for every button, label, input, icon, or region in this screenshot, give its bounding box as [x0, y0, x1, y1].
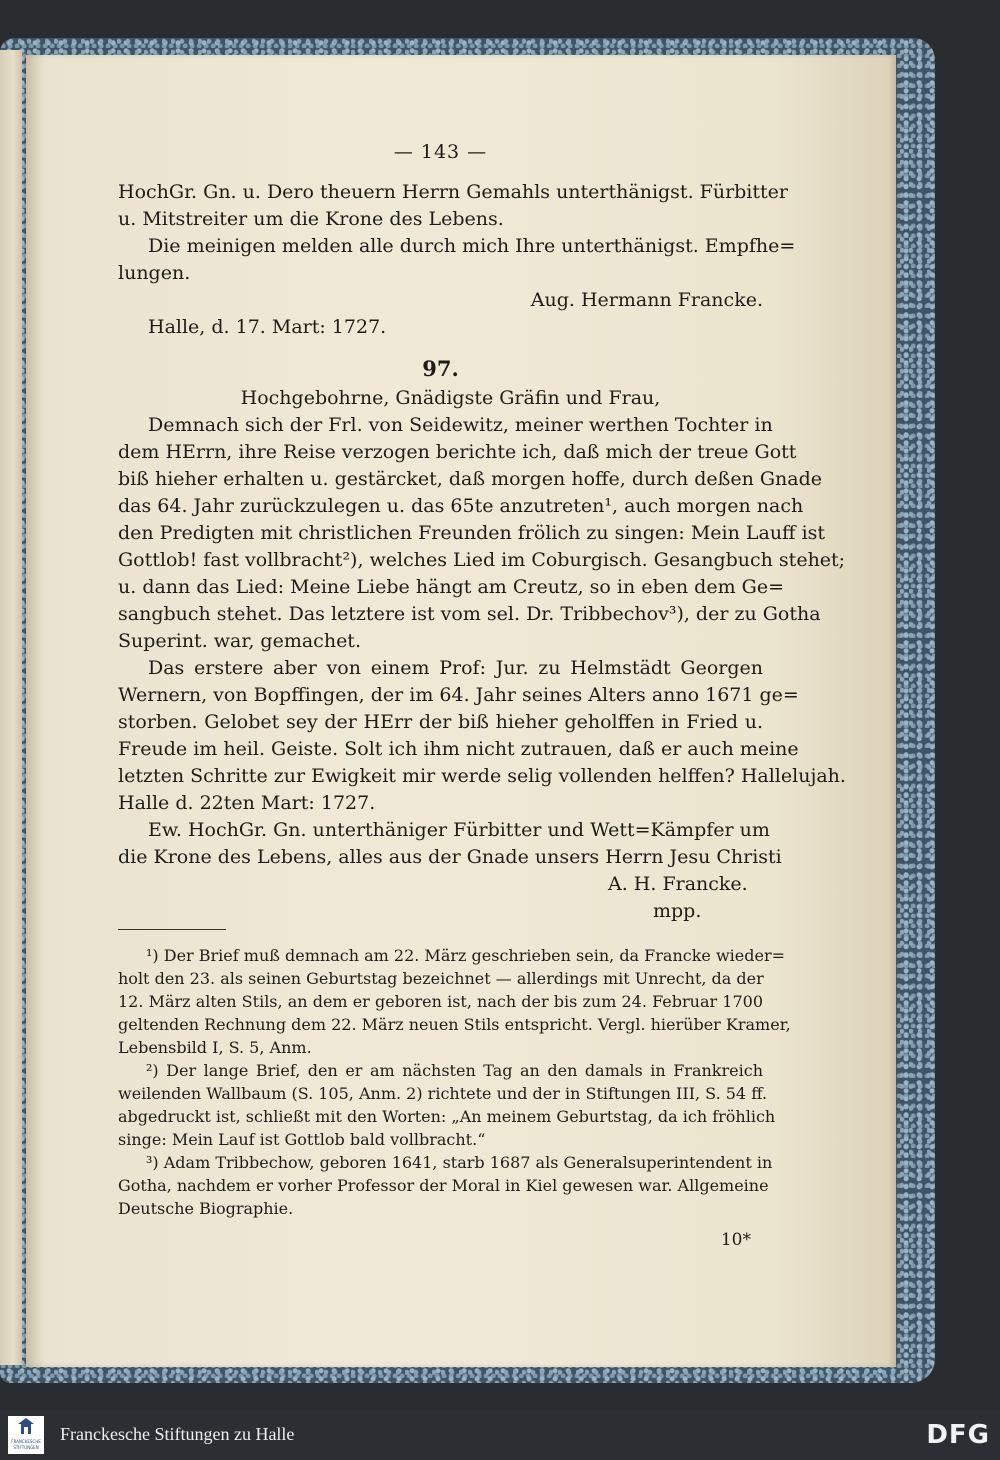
svg-text:FRANCKESCHE: FRANCKESCHE — [11, 1439, 41, 1444]
text-line: Superint. war, gemachet. — [118, 630, 361, 652]
letter-salutation: Hochgebohrne, Gnädigste Gräfin und Frau, — [240, 387, 661, 409]
text-line: letzten Schritte zur Ewigkeit mir werde selig vollenden helffen? Hallelujah. — [118, 765, 846, 787]
footnote-line: singe: Mein Lauf ist Gottlob bald vollbracht.“ — [118, 1130, 486, 1149]
text-line: u. dann das Lied: Meine Liebe hängt am Creutz, so in eben dem Ge= — [118, 576, 784, 598]
text-line: Halle d. 22ten Mart: 1727. — [118, 792, 376, 814]
dfg-logo[interactable]: DFG — [926, 1420, 990, 1450]
footnote-line: abgedruckt ist, schließt mit den Worten: „An meinem Geburtstag, da ich fröhlich — [118, 1107, 776, 1126]
text-line: biß hieher erhalten u. gestärcket, daß morgen hoffe, durch deßen Gnade — [118, 468, 822, 490]
text-line: Wernern, von Bopffingen, der im 64. Jahr seines Alters anno 1671 ge= — [118, 684, 799, 706]
text-line: Gottlob! fast vollbracht²), welches Lied im Coburgisch. Gesangbuch stehet; — [118, 549, 846, 571]
text-line: sangbuch stehet. Das letztere ist vom sel. Dr. Tribbechov³), der zu Gotha — [118, 603, 821, 625]
footnote-line: ¹) Der Brief muß demnach am 22. März geschrieben sein, da Francke wieder= — [146, 946, 786, 965]
svg-text:STIFTUNGEN: STIFTUNGEN — [13, 1445, 39, 1450]
footer-title[interactable]: Franckesche Stiftungen zu Halle — [60, 1424, 295, 1444]
letter-signature-sub: mpp. — [653, 900, 702, 922]
letter-number: 97. — [422, 356, 459, 381]
previous-page-edge — [0, 50, 22, 1365]
text-line: storben. Gelobet sey der HErr der biß hieher geholffen in Fried u. — [118, 711, 763, 733]
footnote-line: holt den 23. als seinen Geburtstag bezeichnet — allerdings mit Unrecht, da der — [118, 969, 764, 988]
footnote-line: ³) Adam Tribbechow, geboren 1641, starb 1687 als Generalsuperintendent in — [146, 1153, 773, 1172]
text-line: Demnach sich der Frl. von Seidewitz, meiner werthen Tochter in — [148, 414, 773, 436]
letter-signature: A. H. Francke. — [608, 873, 748, 895]
footnote-2 — [118, 1059, 776, 1151]
printer-signature-mark: 10* — [720, 1230, 751, 1250]
text-line: u. Mitstreiter um die Krone des Lebens. — [118, 208, 504, 230]
text-line: Ew. HochGr. Gn. unterthäniger Fürbitter und Wett=Kämpfer um — [148, 819, 770, 841]
text-line: den Predigten mit christlichen Freunden frölich zu singen: Mein Lauff ist — [118, 522, 826, 544]
letter-dateline: Halle, d. 17. Mart: 1727. — [148, 316, 387, 338]
footnote-line: Deutsche Biographie. — [118, 1199, 294, 1218]
footnote-1 — [118, 944, 791, 1059]
footnote-line: ²) Der lange Brief, den er am nächsten Tag an den damals in Frankreich — [146, 1061, 763, 1080]
page-number: — 143 — — [393, 141, 488, 163]
previous-letter-ending — [118, 179, 796, 341]
footnote-line: Lebensbild I, S. 5, Anm. — [118, 1038, 312, 1057]
text-line: Das erstere aber von einem Prof: Jur. zu Helmstädt Georgen — [148, 657, 763, 679]
text-line: das 64. Jahr zurückzulegen u. das 65te anzutreten¹, auch morgen nach — [118, 495, 804, 517]
page-content — [118, 141, 846, 1250]
footnote-line: weilenden Wallbaum (S. 105, Anm. 2) richtete und der in Stiftungen III, S. 54 ff. — [118, 1084, 768, 1103]
book-page — [26, 55, 896, 1367]
text-line: Freude im heil. Geiste. Solt ich ihm nicht zutrauen, daß er auch meine — [118, 738, 799, 760]
text-line: Die meinigen melden alle durch mich Ihre unterthänigst. Empfhe= — [148, 235, 796, 257]
footnote-line: geltenden Rechnung dem 22. März neuen Stils entspricht. Vergl. hierüber Kramer, — [118, 1015, 791, 1034]
letter-closing — [118, 817, 782, 925]
text-line: HochGr. Gn. u. Dero theuern Herrn Gemahls unterthänigst. Fürbitter — [118, 181, 788, 203]
text-line: lungen. — [118, 262, 191, 284]
footnote-line: 12. März alten Stils, an dem er geboren ist, nach der bis zum 24. Februar 1700 — [118, 992, 763, 1011]
text-line: dem HErrn, ihre Reise verzogen berichte ich, daß mich der treue Gott — [118, 441, 797, 463]
viewer-footer — [0, 1410, 1000, 1460]
footnote-line: Gotha, nachdem er vorher Professor der Moral in Kiel gewesen war. Allgemeine — [118, 1176, 769, 1195]
letter-paragraph — [118, 412, 846, 655]
text-line: die Krone des Lebens, alles aus der Gnade unsers Herrn Jesu Christi — [118, 846, 782, 868]
letter-paragraph — [118, 655, 846, 817]
footnote-3 — [118, 1151, 773, 1220]
foundation-logo-icon[interactable] — [8, 1416, 44, 1454]
letter-signature: Aug. Hermann Francke. — [530, 289, 763, 311]
footnote-rule — [118, 929, 226, 930]
